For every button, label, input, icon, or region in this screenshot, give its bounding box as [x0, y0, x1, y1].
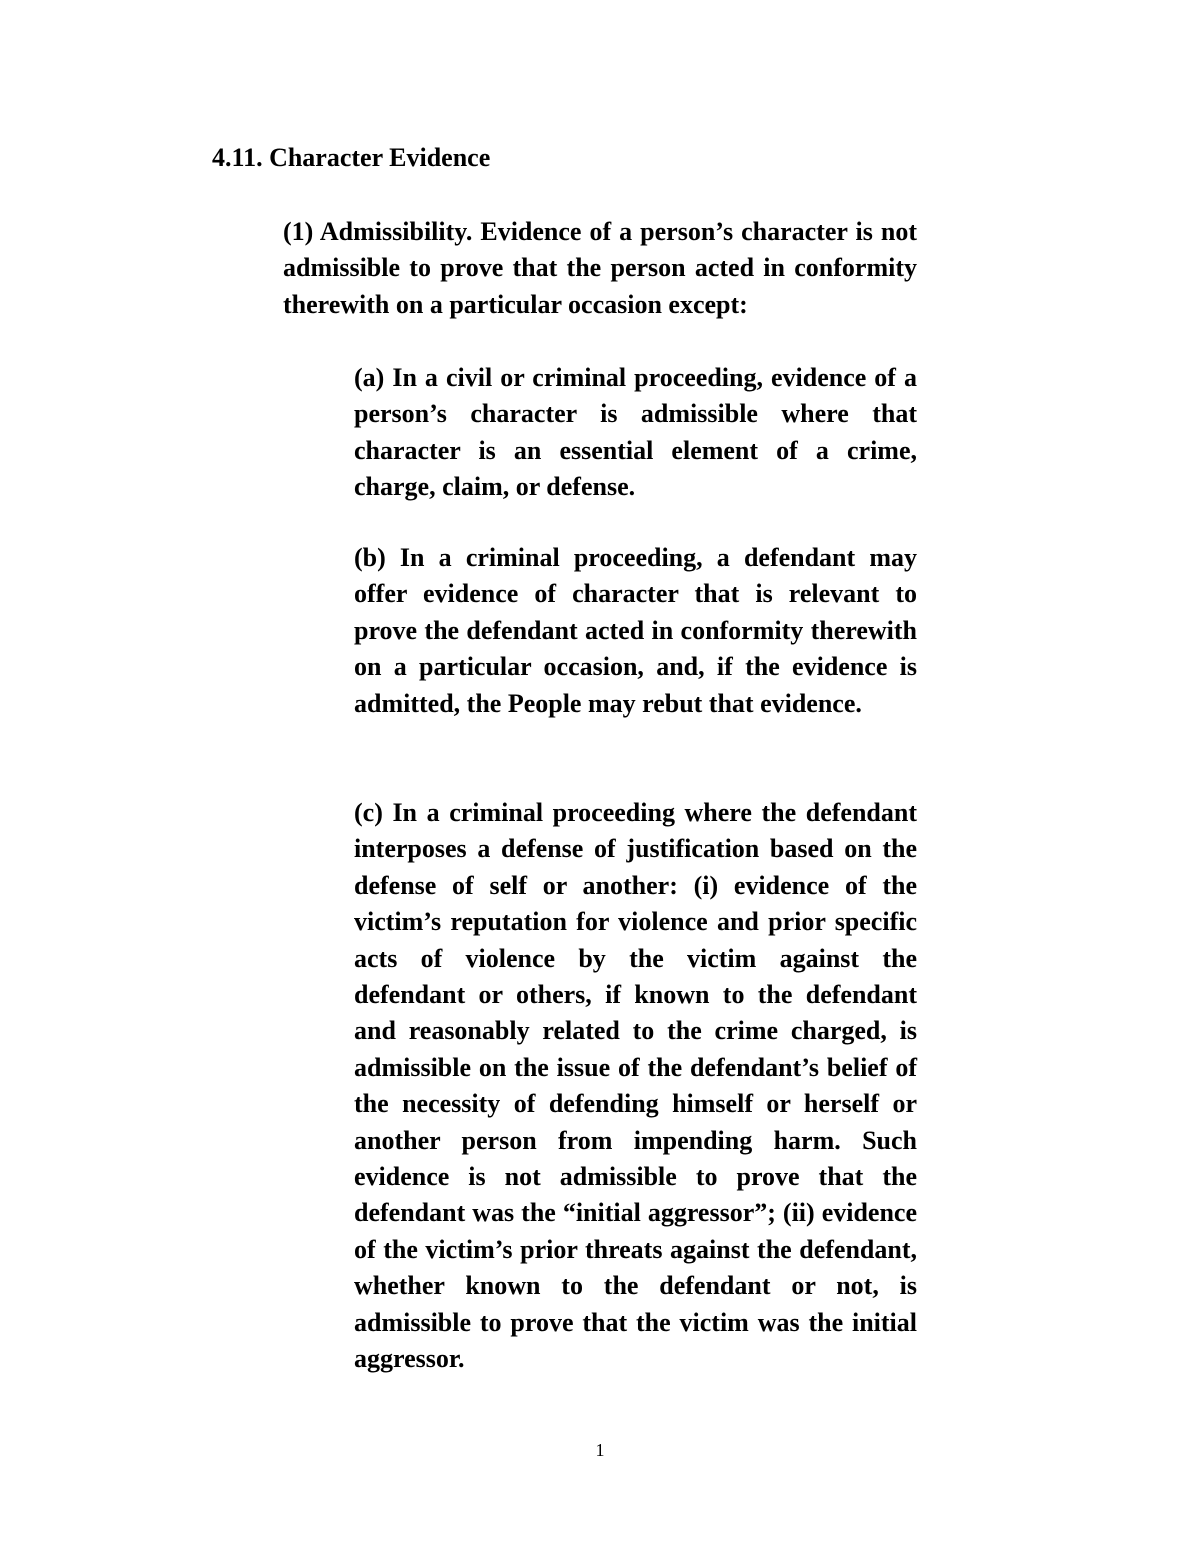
subsection-a-paragraph: (a) In a civil or criminal proceeding, evidence of a person’s character is admissible where that character is an essential element of a crime, charge, claim, or defense. [354, 363, 917, 502]
page-number: 1 [595, 1440, 605, 1460]
subsection-b-paragraph: (b) In a criminal proceeding, a defendant may offer evidence of character that is relevant to prove the defendant acted in conformity therewith on a particular occasion, and, if the evidence is admitted, the People may rebut that evidence. [354, 543, 917, 718]
admissibility-paragraph: (1) Admissibility. Evidence of a person’s character is not admissible to prove that the person acted in conformity therewith on a particular occasion except: [283, 217, 917, 319]
subsection-c-paragraph: (c) In a criminal proceeding where the defendant interposes a defense of justification based on the defense of self or another: (i) evidence of the victim’s reputation for violence and prior specific acts of violence by the victim against the defendant or others, if known to the defendant and reasonably related to the crime charged, is admissible on the issue of the defendant’s belief of the necessity of defending himself or herself or another person from impending harm. Such evidence is not admissible to prove that the defendant was the “initial aggressor”; (ii) evidence of the victim’s prior threats against the defendant, whether known to the defendant or not, is admissible to prove that the victim was the initial aggressor. [354, 798, 917, 1374]
section-heading: 4.11. Character Evidence [212, 143, 491, 172]
